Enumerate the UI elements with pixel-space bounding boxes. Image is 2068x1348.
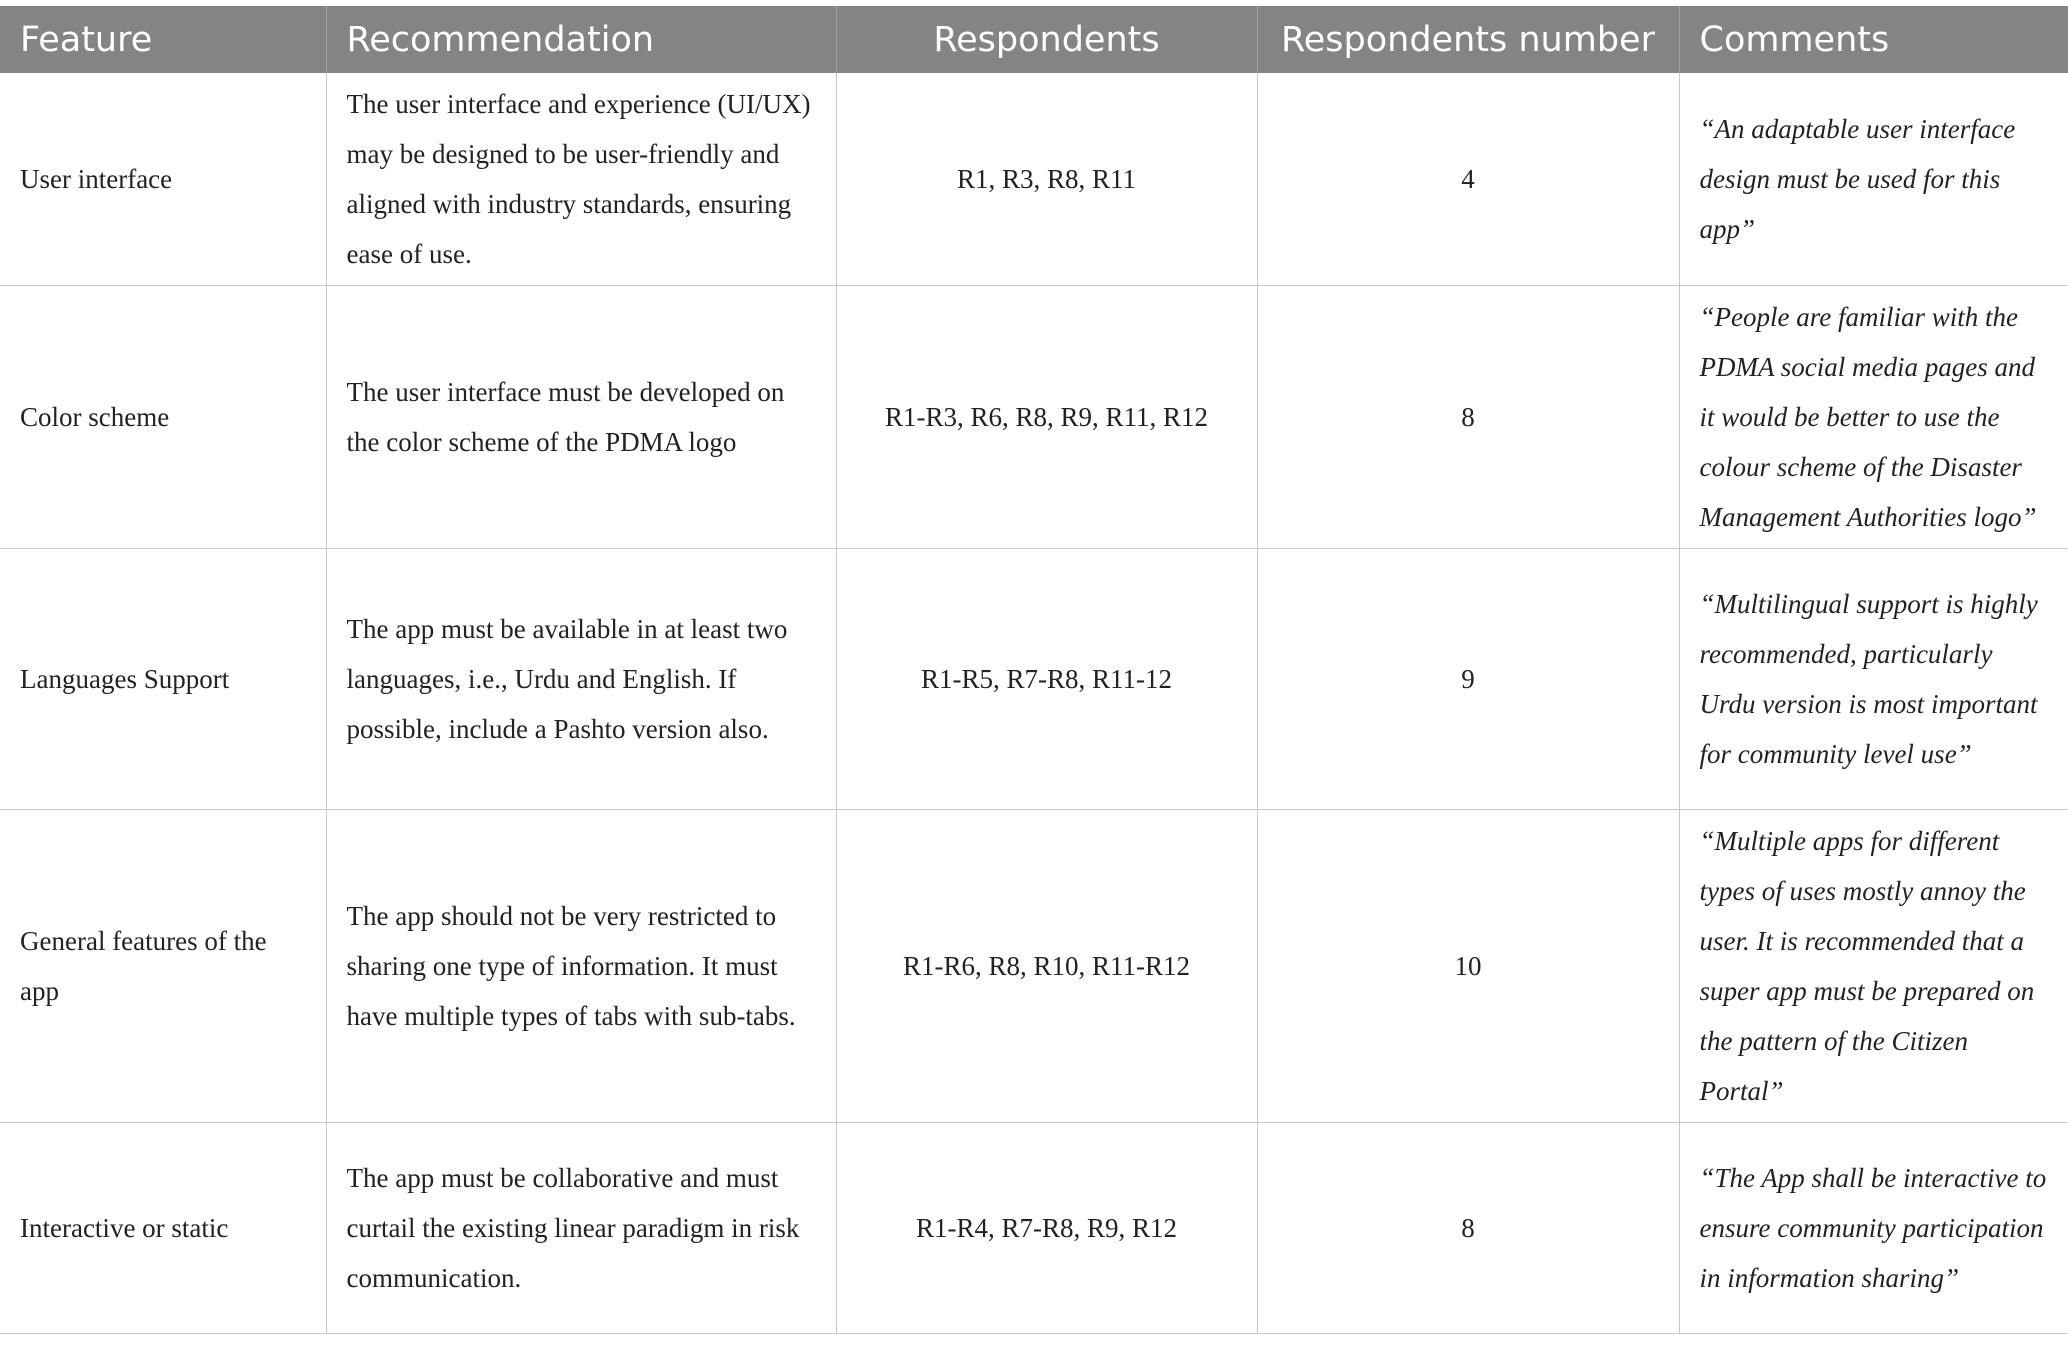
feature-cell: Interactive or static [0,1123,326,1334]
recommendation-cell: The user interface must be developed on the color scheme of the PDMA logo [326,286,836,549]
header-respondents-number: Respondents number [1257,6,1679,73]
header-respondents: Respondents [836,6,1257,73]
feature-cell: Languages Support [0,549,326,810]
respondents-cell: R1-R4, R7-R8, R9, R12 [836,1123,1257,1334]
header-row [0,6,2068,73]
table-row [0,1123,2068,1334]
recommendation-cell: The app should not be very restricted to sharing one type of information. It must have multiple types of tabs with sub-tabs. [326,810,836,1123]
comments-cell: “The App shall be interactive to ensure community participation in information sharing” [1679,1123,2068,1334]
recommendations-table [0,6,2068,1334]
feature-cell: User interface [0,73,326,286]
respondents-number-cell: 9 [1257,549,1679,810]
respondents-number-cell: 10 [1257,810,1679,1123]
comments-cell: “An adaptable user interface design must be used for this app” [1679,73,2068,286]
header-feature: Feature [0,6,326,73]
table-row [0,549,2068,810]
feature-cell: Color scheme [0,286,326,549]
recommendation-cell: The user interface and experience (UI/UX) may be designed to be user-friendly and aligned with industry standards, ensuring ease of use. [326,73,836,286]
recommendation-cell: The app must be available in at least two languages, i.e., Urdu and English. If possible, include a Pashto version also. [326,549,836,810]
respondents-cell: R1, R3, R8, R11 [836,73,1257,286]
table-row [0,73,2068,286]
respondents-cell: R1-R5, R7-R8, R11-12 [836,549,1257,810]
comments-cell: “Multilingual support is highly recommended, particularly Urdu version is most important for community level use” [1679,549,2068,810]
comments-cell: “Multiple apps for different types of uses mostly annoy the user. It is recommended that a super app must be prepared on the pattern of the Citizen Portal” [1679,810,2068,1123]
table-header [0,6,2068,73]
header-recommendation: Recommendation [326,6,836,73]
table-row [0,810,2068,1123]
recommendation-cell: The app must be collaborative and must curtail the existing linear paradigm in risk communication. [326,1123,836,1334]
respondents-cell: R1-R3, R6, R8, R9, R11, R12 [836,286,1257,549]
table-body [0,73,2068,1334]
feature-cell: General features of the app [0,810,326,1123]
respondents-number-cell: 8 [1257,1123,1679,1334]
table-row [0,286,2068,549]
respondents-number-cell: 8 [1257,286,1679,549]
header-comments: Comments [1679,6,2068,73]
comments-cell: “People are familiar with the PDMA social media pages and it would be better to use the colour scheme of the Disaster Management Authorities logo” [1679,286,2068,549]
respondents-cell: R1-R6, R8, R10, R11-R12 [836,810,1257,1123]
respondents-number-cell: 4 [1257,73,1679,286]
